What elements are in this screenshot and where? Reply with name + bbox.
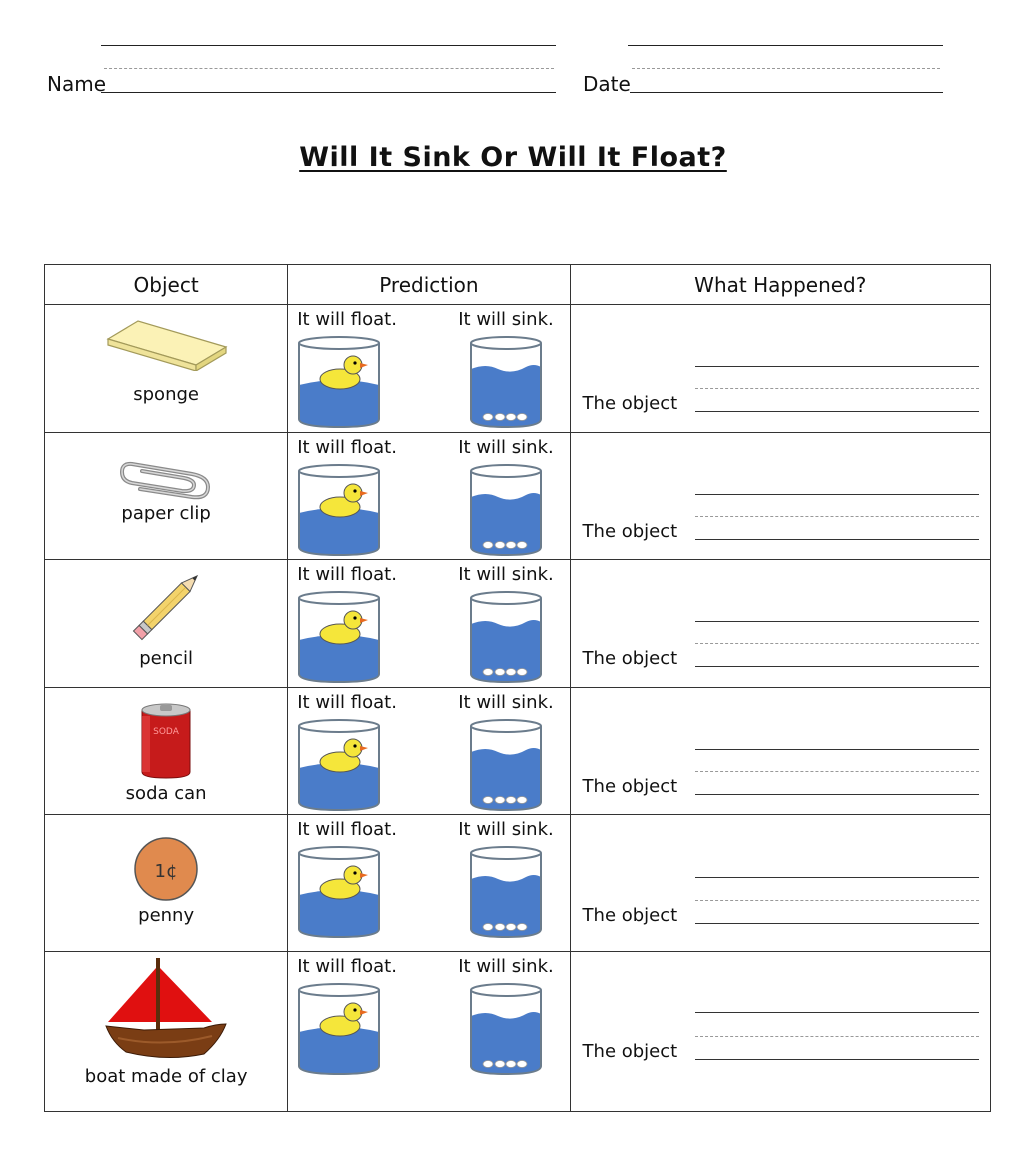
answer-dashed-guide — [695, 643, 979, 644]
table-row — [45, 952, 991, 1112]
float-prediction-label[interactable]: It will float. — [297, 692, 397, 713]
name-dashed-guide — [104, 68, 554, 69]
object-cell — [45, 688, 288, 815]
result-label: The object — [582, 776, 678, 797]
table-row — [45, 305, 991, 433]
sink-prediction-label[interactable]: It will sink. — [458, 437, 554, 458]
sink-prediction-label[interactable]: It will sink. — [458, 564, 554, 585]
answer-line[interactable] — [695, 411, 979, 412]
float-prediction-label[interactable]: It will float. — [297, 437, 397, 458]
experiment-table — [44, 264, 991, 1112]
prediction-cell — [288, 433, 570, 560]
answer-line[interactable] — [695, 666, 979, 667]
answer-line[interactable] — [695, 1059, 979, 1060]
float-cup-icon[interactable] — [296, 335, 382, 429]
answer-top-line[interactable] — [695, 494, 979, 495]
sink-cup-icon[interactable] — [468, 335, 544, 429]
float-prediction-label[interactable]: It will float. — [297, 819, 397, 840]
object-cell — [45, 815, 288, 952]
what-happened-cell — [570, 433, 990, 560]
svg-text:SODA: SODA — [153, 727, 179, 737]
object-cell — [45, 560, 288, 688]
object-name: paper clip — [121, 503, 211, 524]
sink-prediction-label[interactable]: It will sink. — [458, 956, 554, 977]
object-name: penny — [138, 905, 195, 926]
sink-prediction-label[interactable]: It will sink. — [458, 819, 554, 840]
answer-dashed-guide — [695, 1036, 979, 1037]
what-happened-cell — [570, 560, 990, 688]
name-label: Name — [47, 72, 107, 96]
sink-cup-icon[interactable] — [468, 590, 544, 684]
result-label: The object — [582, 905, 678, 926]
answer-top-line[interactable] — [695, 1012, 979, 1013]
answer-line[interactable] — [695, 794, 979, 795]
sponge-icon — [104, 317, 228, 371]
answer-dashed-guide — [695, 900, 979, 901]
prediction-cell — [288, 952, 570, 1112]
sink-cup-icon[interactable] — [468, 463, 544, 557]
svg-text:1¢: 1¢ — [154, 861, 178, 882]
float-prediction-label[interactable]: It will float. — [297, 564, 397, 585]
float-prediction-label[interactable]: It will float. — [297, 309, 397, 330]
object-name: boat made of clay — [84, 1066, 248, 1087]
column-header-what-happened: What Happened? — [570, 265, 990, 305]
answer-top-line[interactable] — [695, 366, 979, 367]
name-field-line[interactable] — [101, 92, 556, 93]
prediction-cell — [288, 688, 570, 815]
prediction-cell — [288, 560, 570, 688]
sink-prediction-label[interactable]: It will sink. — [458, 309, 554, 330]
what-happened-cell — [570, 688, 990, 815]
object-name: soda can — [125, 783, 207, 804]
what-happened-cell — [570, 305, 990, 433]
what-happened-cell — [570, 952, 990, 1112]
column-header-prediction: Prediction — [288, 265, 570, 305]
pencil-icon — [124, 568, 208, 646]
name-top-line — [101, 45, 556, 46]
sink-cup-icon[interactable] — [468, 845, 544, 939]
table-row — [45, 815, 991, 952]
table-row — [45, 688, 991, 815]
prediction-cell — [288, 305, 570, 433]
object-cell — [45, 305, 288, 433]
date-top-line — [628, 45, 943, 46]
answer-dashed-guide — [695, 388, 979, 389]
result-label: The object — [582, 1041, 678, 1062]
clay-boat-icon — [104, 954, 228, 1062]
result-label: The object — [582, 393, 678, 414]
paper-clip-icon — [120, 455, 212, 501]
float-cup-icon[interactable] — [296, 463, 382, 557]
float-cup-icon[interactable] — [296, 845, 382, 939]
soda-can-icon — [138, 700, 194, 780]
float-cup-icon[interactable] — [296, 718, 382, 812]
sink-cup-icon[interactable] — [468, 982, 544, 1076]
prediction-cell — [288, 815, 570, 952]
object-name: sponge — [133, 384, 199, 405]
table-row — [45, 560, 991, 688]
answer-line[interactable] — [695, 923, 979, 924]
answer-top-line[interactable] — [695, 877, 979, 878]
date-dashed-guide — [632, 68, 940, 69]
penny-icon — [132, 835, 200, 903]
object-cell — [45, 952, 288, 1112]
column-header-object: Object — [45, 265, 288, 305]
table-row — [45, 433, 991, 560]
float-prediction-label[interactable]: It will float. — [297, 956, 397, 977]
answer-dashed-guide — [695, 771, 979, 772]
date-field-line[interactable] — [630, 92, 943, 93]
answer-top-line[interactable] — [695, 749, 979, 750]
answer-dashed-guide — [695, 516, 979, 517]
float-cup-icon[interactable] — [296, 590, 382, 684]
worksheet-title: Will It Sink Or Will It Float? — [299, 142, 727, 173]
what-happened-cell — [570, 815, 990, 952]
answer-line[interactable] — [695, 539, 979, 540]
float-cup-icon[interactable] — [296, 982, 382, 1076]
object-cell — [45, 433, 288, 560]
object-name: pencil — [139, 648, 194, 669]
sink-cup-icon[interactable] — [468, 718, 544, 812]
result-label: The object — [582, 521, 678, 542]
result-label: The object — [582, 648, 678, 669]
date-label: Date — [583, 72, 631, 96]
sink-prediction-label[interactable]: It will sink. — [458, 692, 554, 713]
answer-top-line[interactable] — [695, 621, 979, 622]
